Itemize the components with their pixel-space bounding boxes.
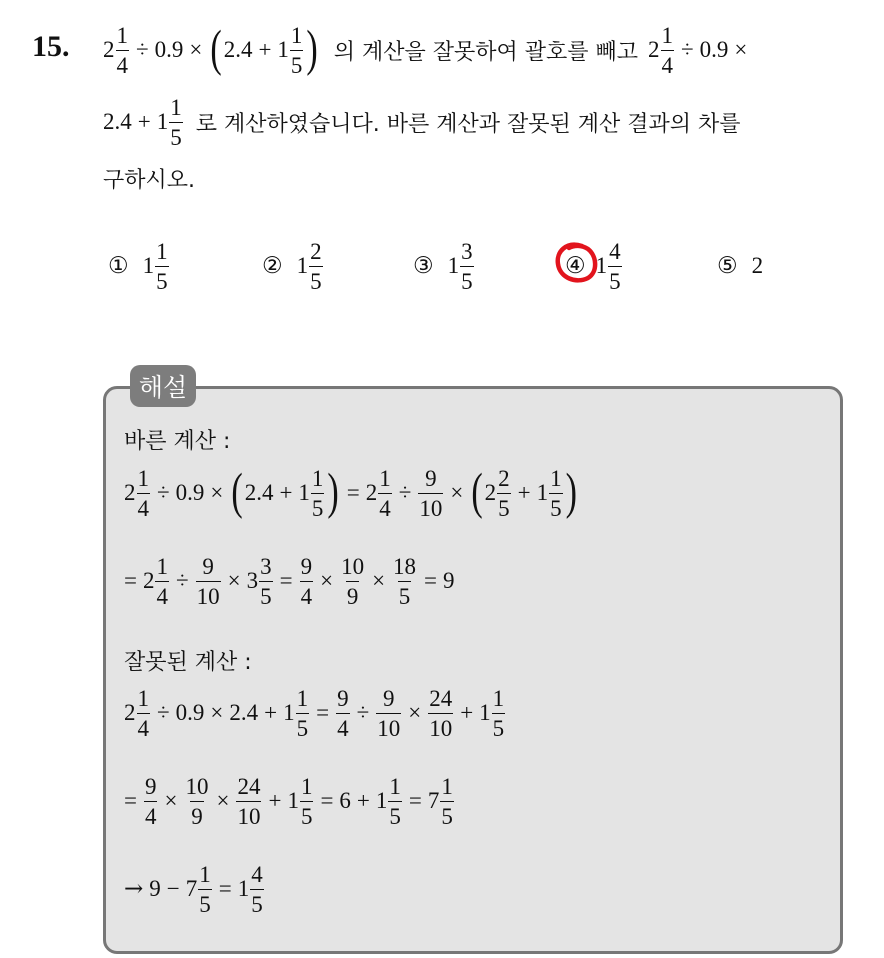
problem-text-2: 로 계산하였습니다. 바른 계산과 잘못된 계산 결과의 차를 <box>195 111 741 137</box>
choice-marker: ④ <box>565 253 586 279</box>
choice-marker: ⑤ <box>717 253 738 279</box>
correct-calc-label: 바른 계산 : <box>124 429 231 454</box>
wrong-calc-label: 잘못된 계산 : <box>124 650 252 675</box>
whole-part: 2 <box>103 37 115 62</box>
choice-2[interactable]: ② 1 $\frac{2}{5}$ <box>262 238 322 294</box>
choice-marker: ② <box>262 253 283 279</box>
wrong-calc-line-1: 2 $\frac{1}{4}$ ÷ 0.9 × 2.4 + 1 $\frac{1}{5}$ = $\frac{9}{4}$ ÷ $\frac{9}{10}$ × $\frac{24}{10}$ + 1 $\frac{1}{5}$ <box>124 685 505 741</box>
arrow-icon: → <box>124 876 144 902</box>
choice-4[interactable]: ④ 1 $\frac{4}{5}$ <box>565 238 621 294</box>
fraction: $\frac{1}{4}$ <box>116 22 128 78</box>
problem-line-2: 2.4 + 1 $\frac{1}{5}$ 로 계산하였습니다. 바른 계산과 잘못된 계산 결과의 차를 <box>103 94 741 150</box>
final-answer-line: → 9 − 7 $\frac{1}{5}$ = 1 $\frac{4}{5}$ <box>124 861 263 917</box>
choice-1[interactable]: ① 1 $\frac{1}{5}$ <box>108 238 168 294</box>
choice-marker: ③ <box>413 253 434 279</box>
choice-3[interactable]: ③ 1 $\frac{3}{5}$ <box>413 238 473 294</box>
answer-circle-mark <box>552 238 600 288</box>
solution-tag: 해설 <box>130 365 196 407</box>
choice-5[interactable]: ⑤ 2 <box>717 253 764 279</box>
problem-text-3: 구하시오. <box>103 168 196 193</box>
problem-number: 15. <box>32 30 70 63</box>
choice-marker: ① <box>108 253 129 279</box>
correct-calc-line-1: 2 $\frac{1}{4}$ ÷ 0.9 × ( 2.4 + 1 $\frac{1}{5}$ ) = 2 $\frac{1}{4}$ ÷ $\frac{9}{10}$ × ( 2 $\frac{2}{5}$ + 1 $\frac{1}{5}$ ) <box>124 464 577 521</box>
correct-calc-line-2: = 2 $\frac{1}{4}$ ÷ $\frac{9}{10}$ × 3 $\frac{3}{5}$ = $\frac{9}{4}$ × $\frac{10}{9}$ × $\frac{18}{5}$ = 9 <box>124 553 455 609</box>
problem-line-1: 2 $\frac{1}{4}$ ÷ 0.9 × ( 2.4 + 1 $\frac{1}{5}$ ) 의 계산을 잘못하여 괄호를 빼고 2 $\frac{1}{4}$ ÷ 0.9 × <box>103 21 748 78</box>
fraction: $\frac{1}{5}$ <box>290 22 303 78</box>
wrong-calc-line-2: = $\frac{9}{4}$ × $\frac{10}{9}$ × $\frac{24}{10}$ + 1 $\frac{1}{5}$ = 6 + 1 $\frac{1}{5}$ = 7 $\frac{1}{5}$ <box>124 773 453 829</box>
problem-text-1: 의 계산을 잘못하여 괄호를 빼고 <box>333 39 638 65</box>
